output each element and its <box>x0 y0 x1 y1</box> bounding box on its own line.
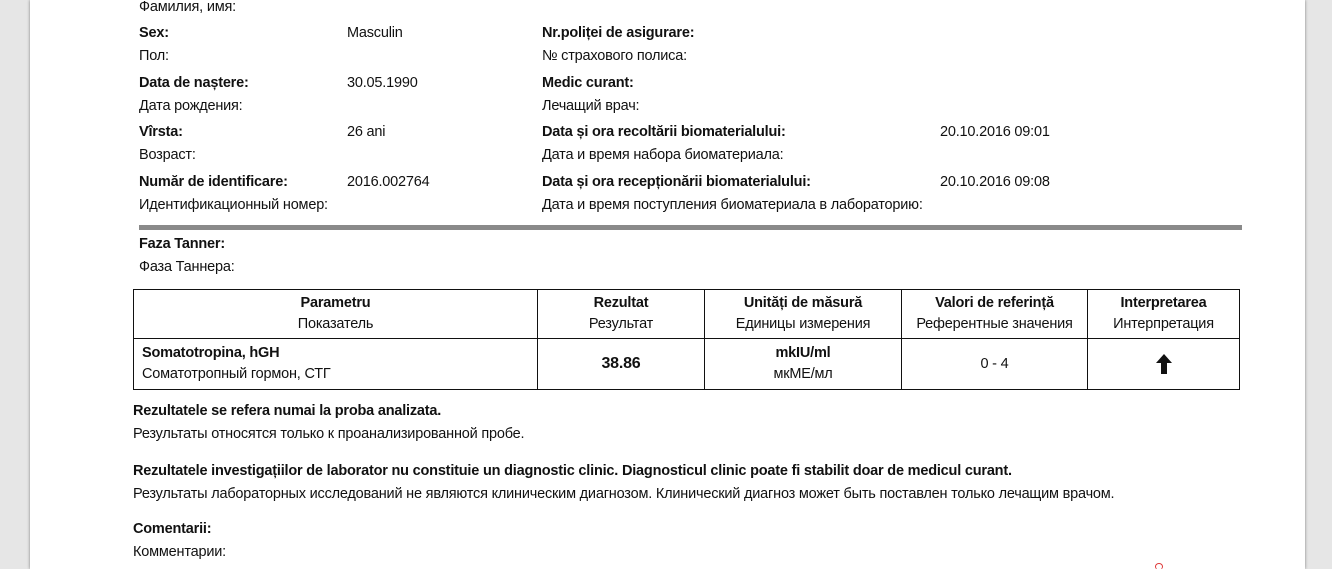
tanner-label: Faza Tanner: <box>139 236 225 252</box>
doctor-label: Medic curant: <box>542 75 634 91</box>
tanner-label-ru: Фаза Таннера: <box>139 259 235 275</box>
age-label: Vîrsta: <box>139 124 183 140</box>
name-label-ru: Фамилия, имя: <box>139 0 236 15</box>
id-label-ru: Идентификационный номер: <box>139 197 328 213</box>
header-units: Unități de măsură Единицы измерения <box>705 290 902 339</box>
section-divider <box>139 225 1242 230</box>
cell-interpretation <box>1088 339 1240 390</box>
policy-label-ru: № страхового полиса: <box>542 48 687 64</box>
stamp-edge <box>1155 563 1163 569</box>
sex-value: Masculin <box>347 25 403 41</box>
results-table <box>133 289 1240 390</box>
id-value: 2016.002764 <box>347 174 430 190</box>
collect-value: 20.10.2016 09:01 <box>940 124 1050 140</box>
cell-units: mkIU/ml мкМЕ/мл <box>705 339 902 390</box>
dob-label: Data de naștere: <box>139 75 249 91</box>
table-header-row <box>134 290 1240 339</box>
receive-label: Data și ora recepționării biomaterialului: <box>542 174 811 190</box>
report-page <box>30 0 1305 569</box>
comments-label: Comentarii: <box>133 521 212 537</box>
table-row <box>134 339 1240 390</box>
collect-label-ru: Дата и время набора биоматериала: <box>542 147 784 163</box>
age-value: 26 ani <box>347 124 386 140</box>
receive-value: 20.10.2016 09:08 <box>940 174 1050 190</box>
note2-ru: Результаты лабораторных исследований не являются клиническим диагнозом. Клинический диагноз может быть поставлен только лечащим врачом. <box>133 486 1115 502</box>
note2: Rezultatele investigațiilor de laborator nu constituie un diagnostic clinic. Diagnosticul clinic poate fi stabilit doar de medicul curant. <box>133 463 1012 479</box>
note1-ru: Результаты относятся только к проанализированной пробе. <box>133 426 525 442</box>
note1: Rezultatele se refera numai la proba analizata. <box>133 403 442 419</box>
header-result: Rezultat Результат <box>538 290 705 339</box>
cell-parameter: Somatotropina, hGH Соматотропный гормон, СТГ <box>134 339 538 390</box>
receive-label-ru: Дата и время поступления биоматериала в лабораторию: <box>542 197 923 213</box>
id-label: Număr de identificare: <box>139 174 288 190</box>
arrow-up-icon <box>1156 354 1172 381</box>
sex-label-ru: Пол: <box>139 48 169 64</box>
header-interpretation: Interpretarea Интерпретация <box>1088 290 1240 339</box>
doctor-label-ru: Лечащий врач: <box>542 98 640 114</box>
comments-label-ru: Комментарии: <box>133 544 226 560</box>
header-parameter: Parametru Показатель <box>134 290 538 339</box>
dob-value: 30.05.1990 <box>347 75 418 91</box>
policy-label: Nr.poliței de asigurare: <box>542 25 695 41</box>
age-label-ru: Возраст: <box>139 147 196 163</box>
collect-label: Data și ora recoltării biomaterialului: <box>542 124 786 140</box>
dob-label-ru: Дата рождения: <box>139 98 243 114</box>
sex-label: Sex: <box>139 25 169 41</box>
cell-result: 38.86 <box>538 339 705 390</box>
cell-reference: 0 - 4 <box>902 339 1088 390</box>
header-reference: Valori de referință Референтные значения <box>902 290 1088 339</box>
